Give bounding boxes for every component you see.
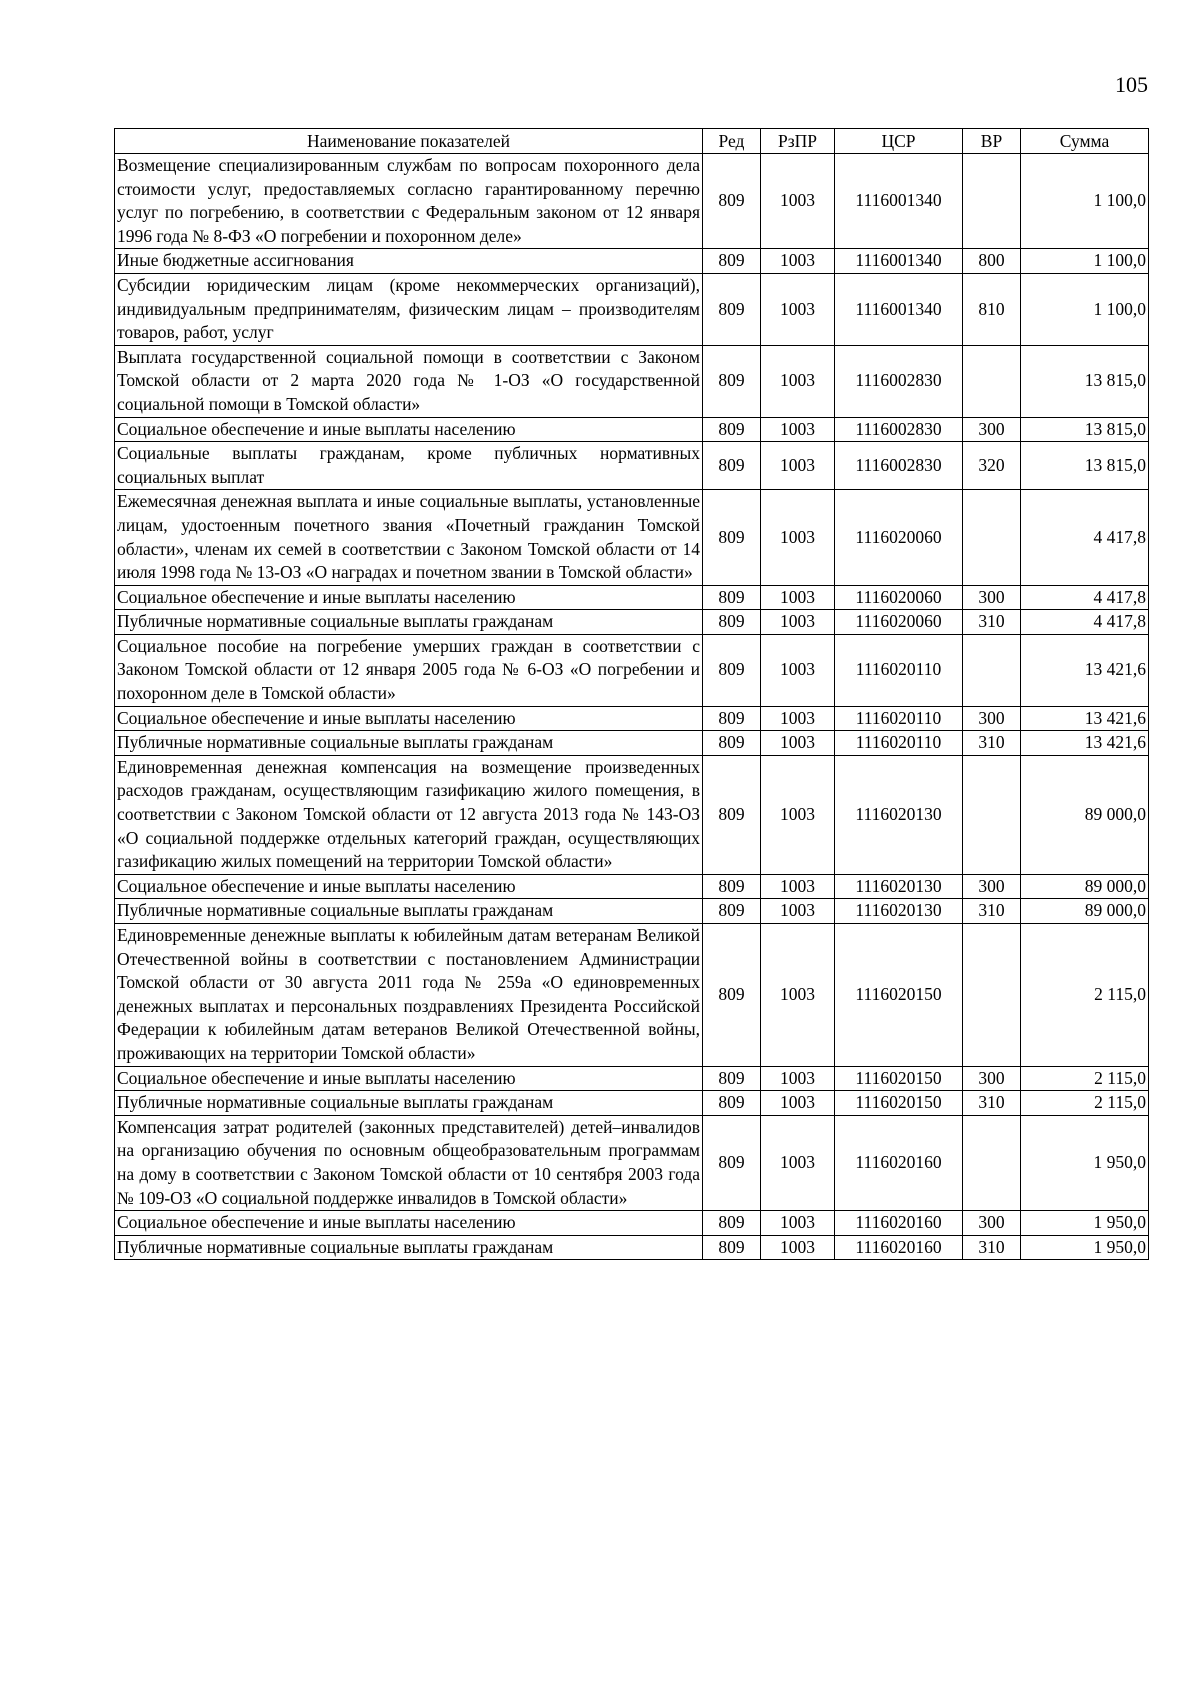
row-csr-cell: 1116020130 <box>835 899 963 924</box>
row-ved-cell: 809 <box>703 442 761 490</box>
row-csr-cell: 1116002830 <box>835 417 963 442</box>
row-rzpr-cell: 1003 <box>761 442 835 490</box>
row-rzpr-cell: 1003 <box>761 634 835 706</box>
row-rzpr-cell: 1003 <box>761 731 835 756</box>
row-rzpr-cell: 1003 <box>761 1066 835 1091</box>
row-sum-cell: 4 417,8 <box>1021 610 1149 635</box>
row-vr-cell: 300 <box>963 706 1021 731</box>
row-ved-cell: 809 <box>703 874 761 899</box>
row-rzpr-cell: 1003 <box>761 706 835 731</box>
row-rzpr-cell: 1003 <box>761 1091 835 1116</box>
row-ved-cell: 809 <box>703 731 761 756</box>
row-sum-cell: 1 100,0 <box>1021 273 1149 345</box>
table-row <box>115 634 1149 706</box>
row-vr-cell: 310 <box>963 1235 1021 1260</box>
table-row <box>115 1235 1149 1260</box>
row-name-cell: Публичные нормативные социальные выплаты гражданам <box>115 899 703 924</box>
table-body <box>115 154 1149 1260</box>
row-ved-cell: 809 <box>703 755 761 874</box>
header-name: Наименование показателей <box>115 129 703 154</box>
table-row <box>115 1115 1149 1210</box>
row-vr-cell: 310 <box>963 610 1021 635</box>
row-sum-cell: 13 815,0 <box>1021 417 1149 442</box>
row-ved-cell: 809 <box>703 706 761 731</box>
row-name-cell: Публичные нормативные социальные выплаты гражданам <box>115 1235 703 1260</box>
row-ved-cell: 809 <box>703 1115 761 1210</box>
row-csr-cell: 1116020110 <box>835 706 963 731</box>
table-row <box>115 345 1149 417</box>
row-csr-cell: 1116020130 <box>835 874 963 899</box>
table-row <box>115 490 1149 585</box>
row-vr-cell: 300 <box>963 585 1021 610</box>
row-vr-cell: 310 <box>963 731 1021 756</box>
table-row <box>115 610 1149 635</box>
row-vr-cell: 300 <box>963 874 1021 899</box>
table-row <box>115 706 1149 731</box>
row-csr-cell: 1116020160 <box>835 1211 963 1236</box>
row-csr-cell: 1116020150 <box>835 1091 963 1116</box>
row-vr-cell: 300 <box>963 417 1021 442</box>
row-sum-cell: 13 421,6 <box>1021 634 1149 706</box>
row-vr-cell: 300 <box>963 1066 1021 1091</box>
table-row <box>115 249 1149 274</box>
row-ved-cell: 809 <box>703 634 761 706</box>
row-rzpr-cell: 1003 <box>761 585 835 610</box>
row-name-cell: Публичные нормативные социальные выплаты гражданам <box>115 1091 703 1116</box>
row-sum-cell: 13 421,6 <box>1021 731 1149 756</box>
row-vr-cell: 800 <box>963 249 1021 274</box>
row-csr-cell: 1116020130 <box>835 755 963 874</box>
row-sum-cell: 1 100,0 <box>1021 249 1149 274</box>
row-csr-cell: 1116020150 <box>835 924 963 1067</box>
row-vr-cell <box>963 755 1021 874</box>
row-rzpr-cell: 1003 <box>761 417 835 442</box>
row-csr-cell: 1116020110 <box>835 634 963 706</box>
row-name-cell: Субсидии юридическим лицам (кроме некоммерческих организаций), индивидуальным предпринимателям, физическим лицам – производителям товаров, работ, услуг <box>115 273 703 345</box>
row-name-cell: Социальные выплаты гражданам, кроме публичных нормативных социальных выплат <box>115 442 703 490</box>
row-csr-cell: 1116001340 <box>835 154 963 249</box>
row-ved-cell: 809 <box>703 585 761 610</box>
row-vr-cell <box>963 154 1021 249</box>
row-name-cell: Публичные нормативные социальные выплаты гражданам <box>115 610 703 635</box>
row-rzpr-cell: 1003 <box>761 924 835 1067</box>
row-name-cell: Социальное обеспечение и иные выплаты населению <box>115 585 703 610</box>
row-ved-cell: 809 <box>703 1091 761 1116</box>
row-rzpr-cell: 1003 <box>761 490 835 585</box>
row-ved-cell: 809 <box>703 924 761 1067</box>
row-vr-cell: 300 <box>963 1211 1021 1236</box>
row-csr-cell: 1116020060 <box>835 585 963 610</box>
row-sum-cell: 4 417,8 <box>1021 490 1149 585</box>
row-csr-cell: 1116001340 <box>835 249 963 274</box>
row-vr-cell <box>963 345 1021 417</box>
row-sum-cell: 2 115,0 <box>1021 924 1149 1067</box>
row-ved-cell: 809 <box>703 1066 761 1091</box>
row-csr-cell: 1116002830 <box>835 345 963 417</box>
table-row <box>115 874 1149 899</box>
row-csr-cell: 1116020110 <box>835 731 963 756</box>
row-rzpr-cell: 1003 <box>761 899 835 924</box>
row-sum-cell: 1 950,0 <box>1021 1115 1149 1210</box>
row-sum-cell: 89 000,0 <box>1021 874 1149 899</box>
row-vr-cell <box>963 634 1021 706</box>
row-sum-cell: 1 100,0 <box>1021 154 1149 249</box>
row-ved-cell: 809 <box>703 249 761 274</box>
row-rzpr-cell: 1003 <box>761 154 835 249</box>
page-number: 105 <box>1115 72 1148 97</box>
table-header-row <box>115 129 1149 154</box>
row-sum-cell: 89 000,0 <box>1021 899 1149 924</box>
row-rzpr-cell: 1003 <box>761 874 835 899</box>
table-row <box>115 154 1149 249</box>
row-sum-cell: 2 115,0 <box>1021 1091 1149 1116</box>
row-sum-cell: 1 950,0 <box>1021 1211 1149 1236</box>
row-rzpr-cell: 1003 <box>761 1115 835 1210</box>
table-row <box>115 731 1149 756</box>
row-sum-cell: 1 950,0 <box>1021 1235 1149 1260</box>
table-row <box>115 1211 1149 1236</box>
budget-table <box>114 128 1149 1260</box>
row-name-cell: Социальное пособие на погребение умерших граждан в соответствии с Законом Томской области от 12 января 2005 года № 6-ОЗ «О погребении и похоронном деле в Томской области» <box>115 634 703 706</box>
row-rzpr-cell: 1003 <box>761 755 835 874</box>
header-vr: ВР <box>963 129 1021 154</box>
row-ved-cell: 809 <box>703 154 761 249</box>
row-csr-cell: 1116020150 <box>835 1066 963 1091</box>
table-row <box>115 924 1149 1067</box>
header-csr: ЦСР <box>835 129 963 154</box>
row-name-cell: Публичные нормативные социальные выплаты гражданам <box>115 731 703 756</box>
row-name-cell: Единовременная денежная компенсация на возмещение произведенных расходов гражданам, осуществляющим газификацию жилого помещения, в соответствии с Законом Томской области от 12 августа 2013 года № 143-ОЗ «О социальной поддержке отдельных категорий граждан, осуществляющих газификацию жилых помещений на территории Томской области» <box>115 755 703 874</box>
row-vr-cell: 320 <box>963 442 1021 490</box>
row-rzpr-cell: 1003 <box>761 273 835 345</box>
row-csr-cell: 1116020160 <box>835 1115 963 1210</box>
row-csr-cell: 1116020060 <box>835 490 963 585</box>
row-name-cell: Социальное обеспечение и иные выплаты населению <box>115 1211 703 1236</box>
row-name-cell: Выплата государственной социальной помощи в соответствии с Законом Томской области от 2 марта 2020 года № 1-ОЗ «О государственной социальной помощи в Томской области» <box>115 345 703 417</box>
row-ved-cell: 809 <box>703 417 761 442</box>
row-csr-cell: 1116020160 <box>835 1235 963 1260</box>
row-vr-cell: 310 <box>963 1091 1021 1116</box>
row-name-cell: Возмещение специализированным службам по вопросам похоронного дела стоимости услуг, предоставляемых согласно гарантированному перечню услуг по погребению, в соответствии с Федеральным законом от 12 января 1996 года № 8-ФЗ «О погребении и похоронном деле» <box>115 154 703 249</box>
row-name-cell: Социальное обеспечение и иные выплаты населению <box>115 874 703 899</box>
table-row <box>115 417 1149 442</box>
row-name-cell: Иные бюджетные ассигнования <box>115 249 703 274</box>
row-csr-cell: 1116020060 <box>835 610 963 635</box>
header-rzpr: РзПР <box>761 129 835 154</box>
row-ved-cell: 809 <box>703 1235 761 1260</box>
row-rzpr-cell: 1003 <box>761 1235 835 1260</box>
table-row <box>115 442 1149 490</box>
row-sum-cell: 4 417,8 <box>1021 585 1149 610</box>
row-vr-cell: 310 <box>963 899 1021 924</box>
row-name-cell: Социальное обеспечение и иные выплаты населению <box>115 417 703 442</box>
row-ved-cell: 809 <box>703 899 761 924</box>
row-vr-cell <box>963 490 1021 585</box>
table-row <box>115 1066 1149 1091</box>
row-name-cell: Социальное обеспечение и иные выплаты населению <box>115 1066 703 1091</box>
row-csr-cell: 1116002830 <box>835 442 963 490</box>
row-ved-cell: 809 <box>703 345 761 417</box>
row-ved-cell: 809 <box>703 1211 761 1236</box>
header-ved: Ред <box>703 129 761 154</box>
row-name-cell: Единовременные денежные выплаты к юбилейным датам ветеранам Великой Отечественной войны в соответствии с постановлением Администрации Томской области от 30 августа 2011 года № 259а «О единовременных денежных выплатах и персональных поздравлениях Президента Российской Федерации к юбилейным датам ветеранов Великой Отечественной войны, проживающих на территории Томской области» <box>115 924 703 1067</box>
row-vr-cell <box>963 924 1021 1067</box>
row-rzpr-cell: 1003 <box>761 610 835 635</box>
row-ved-cell: 809 <box>703 610 761 635</box>
row-ved-cell: 809 <box>703 273 761 345</box>
row-sum-cell: 13 815,0 <box>1021 442 1149 490</box>
row-name-cell: Компенсация затрат родителей (законных представителей) детей–инвалидов на организацию обучения по основным общеобразовательным программам на дому в соответствии с Законом Томской области от 10 сентября 2003 года № 109-ОЗ «О социальной поддержке инвалидов в Томской области» <box>115 1115 703 1210</box>
header-sum: Сумма <box>1021 129 1149 154</box>
row-ved-cell: 809 <box>703 490 761 585</box>
row-sum-cell: 13 815,0 <box>1021 345 1149 417</box>
table-row <box>115 585 1149 610</box>
row-sum-cell: 13 421,6 <box>1021 706 1149 731</box>
row-rzpr-cell: 1003 <box>761 249 835 274</box>
table-row <box>115 899 1149 924</box>
row-csr-cell: 1116001340 <box>835 273 963 345</box>
row-vr-cell <box>963 1115 1021 1210</box>
row-rzpr-cell: 1003 <box>761 1211 835 1236</box>
row-sum-cell: 2 115,0 <box>1021 1066 1149 1091</box>
table-row <box>115 1091 1149 1116</box>
row-rzpr-cell: 1003 <box>761 345 835 417</box>
row-name-cell: Социальное обеспечение и иные выплаты населению <box>115 706 703 731</box>
row-name-cell: Ежемесячная денежная выплата и иные социальные выплаты, установленные лицам, удостоенным почетного звания «Почетный гражданин Томской области», членам их семей в соответствии с Законом Томской области от 14 июля 1998 года № 13-ОЗ «О наградах и почетном звании в Томской области» <box>115 490 703 585</box>
table-row <box>115 273 1149 345</box>
row-sum-cell: 89 000,0 <box>1021 755 1149 874</box>
row-vr-cell: 810 <box>963 273 1021 345</box>
table-row <box>115 755 1149 874</box>
